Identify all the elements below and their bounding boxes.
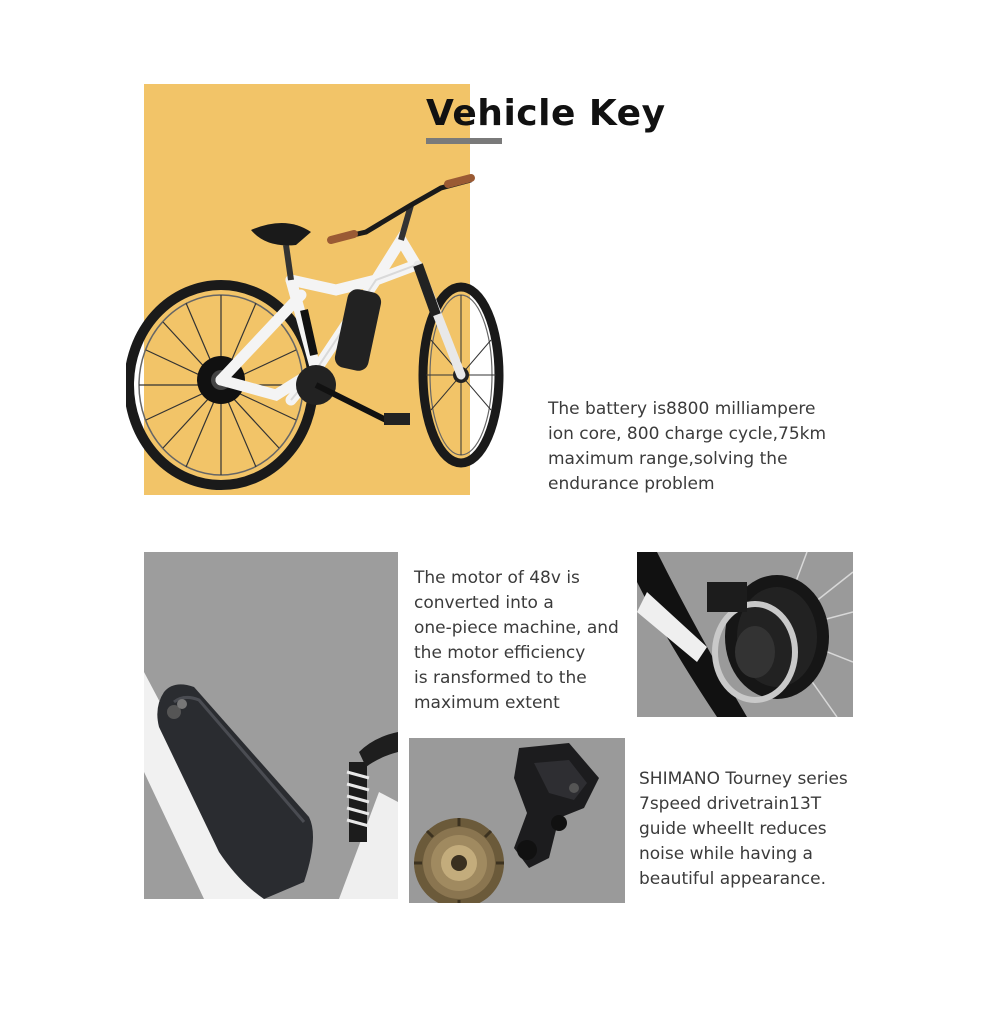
motor-line: The motor of 48v is: [414, 568, 580, 588]
motor-line: is ransformed to the: [414, 668, 587, 688]
battery-line: endurance problem: [548, 474, 715, 494]
motor-photo: [637, 552, 853, 717]
battery-pack-icon: [144, 552, 398, 899]
shimano-description: [639, 767, 848, 892]
shimano-line: 7speed drivetrain13T: [639, 794, 822, 814]
battery-line: The battery is8800 milliampere: [548, 399, 816, 419]
motor-line: maximum extent: [414, 693, 560, 713]
shimano-line: beautiful appearance.: [639, 869, 826, 889]
shimano-line: SHIMANO Tourney series: [639, 769, 848, 789]
title-underline: [426, 138, 502, 144]
motor-line: one-piece machine, and: [414, 618, 619, 638]
shimano-line: guide wheelIt reduces: [639, 819, 827, 839]
battery-line: maximum range,solving the: [548, 449, 788, 469]
battery-photo: [144, 552, 398, 899]
motor-line: the motor efficiency: [414, 643, 586, 663]
page-title: Vehicle Key: [426, 93, 666, 134]
gear-photo: [409, 738, 625, 903]
electric-bike-icon: [126, 170, 506, 500]
derailleur-cassette-icon: [409, 738, 625, 903]
motor-description: [414, 566, 619, 716]
motor-line: converted into a: [414, 593, 554, 613]
shimano-line: noise while having a: [639, 844, 813, 864]
battery-line: ion core, 800 charge cycle,75km: [548, 424, 827, 444]
hub-motor-icon: [637, 552, 853, 717]
battery-description: [548, 397, 826, 497]
